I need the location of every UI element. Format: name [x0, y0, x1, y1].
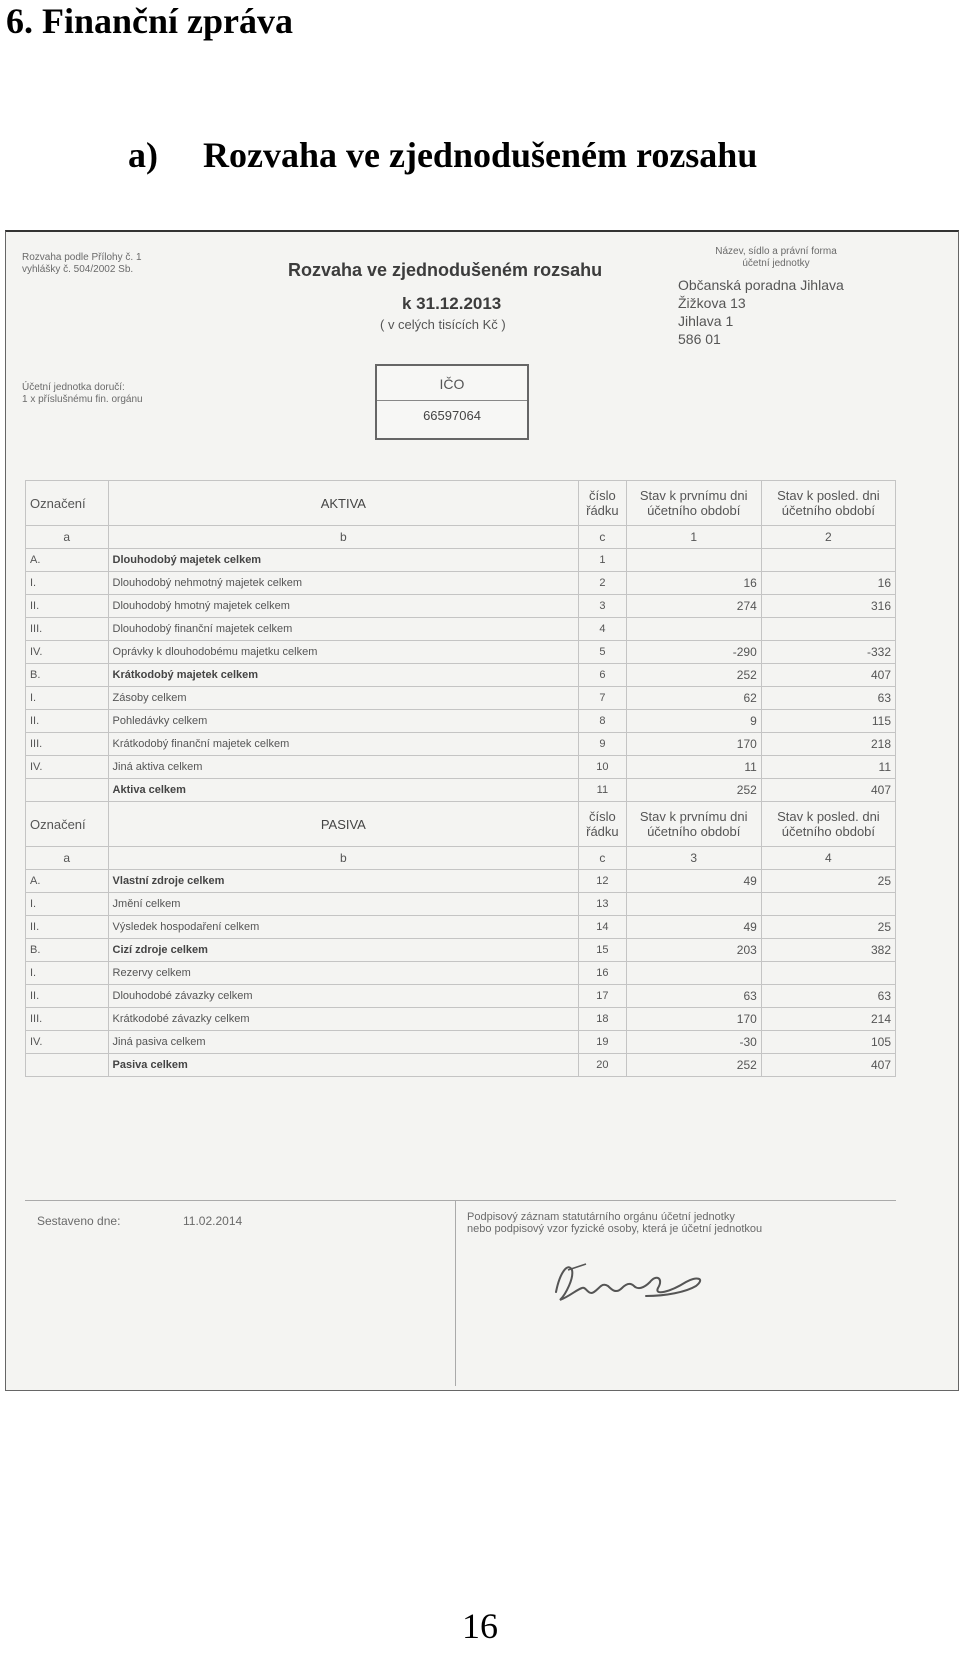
- aktiva-row-value-1: 11: [626, 756, 761, 779]
- page-number: 16: [462, 1606, 498, 1646]
- pasiva-title: PASIVA: [108, 802, 579, 847]
- signature-section: [25, 1200, 896, 1386]
- aktiva-header-row: [26, 481, 896, 526]
- aktiva-table-row: [26, 687, 896, 710]
- aktiva-oznaceni-header: Označení: [26, 481, 109, 526]
- aktiva-row-mark: III.: [26, 618, 109, 641]
- aktiva-row-label: Jiná aktiva celkem: [108, 756, 579, 779]
- pasiva-table-row: [26, 962, 896, 985]
- compiled-date: 11.02.2014: [183, 1214, 243, 1228]
- subsection-title: Rozvaha ve zjednodušeném rozsahu: [203, 135, 758, 175]
- pasiva-row-number: 17: [579, 985, 626, 1008]
- aktiva-row-number: 1: [579, 549, 626, 572]
- pasiva-row-value-2: 25: [761, 916, 895, 939]
- pasiva-row-label: Jmění celkem: [108, 893, 579, 916]
- aktiva-row-label: Dlouhodobý finanční majetek celkem: [108, 618, 579, 641]
- aktiva-row-value-2: [761, 618, 895, 641]
- aktiva-row-label: Dlouhodobý majetek celkem: [108, 549, 579, 572]
- pasiva-row-value-1: 49: [626, 916, 761, 939]
- form-title: Rozvaha ve zjednodušeném rozsahu: [288, 260, 603, 280]
- pasiva-row-number: 15: [579, 939, 626, 962]
- aktiva-table-row: [26, 549, 896, 572]
- pasiva-row-value-2: 407: [761, 1054, 895, 1077]
- pasiva-row-label: Pasiva celkem: [108, 1054, 579, 1077]
- entity-name: Občanská poradna Jihlava: [678, 277, 844, 293]
- aktiva-row-value-1: [626, 549, 761, 572]
- aktiva-row-value-1: 252: [626, 664, 761, 687]
- subsection-heading: [128, 134, 757, 176]
- aktiva-row-mark: II.: [26, 710, 109, 733]
- aktiva-row-value-1: [626, 618, 761, 641]
- entity-caption-line2: účetní jednotky: [742, 258, 810, 269]
- aktiva-row-label: Aktiva celkem: [108, 779, 579, 802]
- pasiva-row-value-1: 203: [626, 939, 761, 962]
- aktiva-row-number: 2: [579, 572, 626, 595]
- aktiva-row-value-1: 170: [626, 733, 761, 756]
- pasiva-row-label: Rezervy celkem: [108, 962, 579, 985]
- aktiva-row-number: 4: [579, 618, 626, 641]
- pasiva-table-row: [26, 1008, 896, 1031]
- pasiva-oznaceni-header: Označení: [26, 802, 109, 847]
- pasiva-col2-header: Stav k posled. dni účetního období: [761, 802, 895, 847]
- compiled-label: Sestaveno dne:: [37, 1214, 121, 1228]
- pasiva-row-value-2: 25: [761, 870, 895, 893]
- pasiva-row-number: 14: [579, 916, 626, 939]
- pasiva-row-number: 16: [579, 962, 626, 985]
- aktiva-table-row: [26, 595, 896, 618]
- ico-label: IČO: [439, 376, 465, 392]
- delivery-note: [22, 382, 143, 406]
- aktiva-row-number: 8: [579, 710, 626, 733]
- subsection-label: a): [128, 135, 158, 175]
- aktiva-row-value-2: 218: [761, 733, 895, 756]
- aktiva-col1-header: Stav k prvnímu dni účetního období: [626, 481, 761, 526]
- entity-caption: [706, 246, 846, 270]
- aktiva-row-number: 7: [579, 687, 626, 710]
- aktiva-row-number: 5: [579, 641, 626, 664]
- legal-ref-line1: Rozvaha podle Přílohy č. 1: [22, 252, 142, 263]
- aktiva-row-value-2: [761, 549, 895, 572]
- aktiva-row-mark: IV.: [26, 641, 109, 664]
- pasiva-row-mark: III.: [26, 1008, 109, 1031]
- aktiva-row-mark: [26, 779, 109, 802]
- aktiva-table-row: [26, 756, 896, 779]
- aktiva-row-number-header: číslo řádku: [579, 481, 626, 526]
- pasiva-sub-c: c: [579, 847, 626, 870]
- aktiva-row-value-2: 63: [761, 687, 895, 710]
- aktiva-row-mark: B.: [26, 664, 109, 687]
- pasiva-header-row: [26, 802, 896, 847]
- pasiva-col1-header: Stav k prvnímu dni účetního období: [626, 802, 761, 847]
- aktiva-row-value-1: -290: [626, 641, 761, 664]
- pasiva-row-value-1: 252: [626, 1054, 761, 1077]
- aktiva-sub-1: 1: [626, 526, 761, 549]
- aktiva-row-value-2: 115: [761, 710, 895, 733]
- pasiva-table-row: [26, 1054, 896, 1077]
- balance-table: [25, 480, 896, 1077]
- pasiva-row-label: Krátkodobé závazky celkem: [108, 1008, 579, 1031]
- pasiva-row-mark: II.: [26, 916, 109, 939]
- aktiva-row-label: Krátkodobý finanční majetek celkem: [108, 733, 579, 756]
- form-date: k 31.12.2013: [402, 294, 502, 313]
- pasiva-row-label: Jiná pasiva celkem: [108, 1031, 579, 1054]
- aktiva-title: AKTIVA: [108, 481, 579, 526]
- aktiva-row-number: 11: [579, 779, 626, 802]
- pasiva-row-value-1: 170: [626, 1008, 761, 1031]
- aktiva-row-number: 10: [579, 756, 626, 779]
- aktiva-row-value-1: 252: [626, 779, 761, 802]
- pasiva-sub-4: 4: [761, 847, 895, 870]
- pasiva-row-label: Vlastní zdroje celkem: [108, 870, 579, 893]
- aktiva-row-label: Zásoby celkem: [108, 687, 579, 710]
- form-unit: ( v celých tisících Kč ): [380, 317, 506, 332]
- entity-zip: 586 01: [678, 331, 721, 347]
- signature-caption: [467, 1211, 762, 1235]
- aktiva-table-row: [26, 641, 896, 664]
- aktiva-row-value-1: 9: [626, 710, 761, 733]
- delivery-line2: 1 x příslušnému fin. orgánu: [22, 394, 143, 405]
- pasiva-row-value-1: [626, 893, 761, 916]
- aktiva-row-mark: III.: [26, 733, 109, 756]
- aktiva-row-value-2: 11: [761, 756, 895, 779]
- pasiva-row-number: 18: [579, 1008, 626, 1031]
- scanned-balance-sheet: [5, 230, 959, 1391]
- pasiva-table-row: [26, 870, 896, 893]
- signature-caption-line2: nebo podpisový vzor fyzické osoby, která je účetní jednotkou: [467, 1223, 763, 1235]
- aktiva-table-row: [26, 572, 896, 595]
- aktiva-row-value-1: 62: [626, 687, 761, 710]
- pasiva-row-value-2: [761, 962, 895, 985]
- entity-city: Jihlava 1: [678, 313, 734, 329]
- pasiva-row-value-1: 63: [626, 985, 761, 1008]
- aktiva-row-number: 6: [579, 664, 626, 687]
- aktiva-row-value-1: 274: [626, 595, 761, 618]
- aktiva-table-row: [26, 664, 896, 687]
- pasiva-table-row: [26, 916, 896, 939]
- aktiva-row-value-2: 16: [761, 572, 895, 595]
- pasiva-row-value-2: 382: [761, 939, 895, 962]
- aktiva-row-label: Dlouhodobý nehmotný majetek celkem: [108, 572, 579, 595]
- aktiva-row-value-2: 316: [761, 595, 895, 618]
- delivery-line1: Účetní jednotka doručí:: [22, 382, 125, 393]
- aktiva-sub-b: b: [108, 526, 579, 549]
- aktiva-row-label: Dlouhodobý hmotný majetek celkem: [108, 595, 579, 618]
- handwritten-signature-icon: [546, 1252, 736, 1322]
- pasiva-row-number: 12: [579, 870, 626, 893]
- ico-box: [375, 364, 529, 440]
- pasiva-row-mark: I.: [26, 893, 109, 916]
- legal-ref-line2: vyhlášky č. 504/2002 Sb.: [22, 264, 134, 275]
- section-heading: 6. Finanční zpráva: [6, 1, 294, 41]
- pasiva-row-label: Výsledek hospodaření celkem: [108, 916, 579, 939]
- entity-street: Žižkova 13: [678, 295, 746, 311]
- pasiva-subheader-row: [26, 847, 896, 870]
- aktiva-subheader-row: [26, 526, 896, 549]
- pasiva-row-number: 20: [579, 1054, 626, 1077]
- pasiva-table-row: [26, 1031, 896, 1054]
- entity-address: [678, 276, 844, 348]
- aktiva-row-mark: I.: [26, 687, 109, 710]
- form-legal-ref: [22, 252, 142, 276]
- aktiva-row-value-2: 407: [761, 664, 895, 687]
- pasiva-row-label: Cizí zdroje celkem: [108, 939, 579, 962]
- aktiva-table-row: [26, 618, 896, 641]
- pasiva-row-value-1: [626, 962, 761, 985]
- pasiva-row-value-2: 105: [761, 1031, 895, 1054]
- pasiva-row-value-2: 63: [761, 985, 895, 1008]
- aktiva-sub-a: a: [26, 526, 109, 549]
- pasiva-table-row: [26, 939, 896, 962]
- aktiva-row-label: Oprávky k dlouhodobému majetku celkem: [108, 641, 579, 664]
- pasiva-sub-3: 3: [626, 847, 761, 870]
- pasiva-row-value-1: 49: [626, 870, 761, 893]
- pasiva-row-number: 13: [579, 893, 626, 916]
- pasiva-sub-b: b: [108, 847, 579, 870]
- aktiva-table-row: [26, 779, 896, 802]
- aktiva-table-row: [26, 733, 896, 756]
- aktiva-row-value-2: -332: [761, 641, 895, 664]
- signature-caption-line1: Podpisový záznam statutárního orgánu účetní jednotky: [467, 1211, 735, 1223]
- aktiva-row-value-1: 16: [626, 572, 761, 595]
- pasiva-row-mark: [26, 1054, 109, 1077]
- pasiva-row-mark: A.: [26, 870, 109, 893]
- aktiva-row-mark: IV.: [26, 756, 109, 779]
- pasiva-row-number: 19: [579, 1031, 626, 1054]
- ico-value: 66597064: [423, 408, 481, 423]
- aktiva-row-label: Krátkodobý majetek celkem: [108, 664, 579, 687]
- aktiva-row-mark: A.: [26, 549, 109, 572]
- pasiva-table-row: [26, 893, 896, 916]
- aktiva-sub-2: 2: [761, 526, 895, 549]
- pasiva-row-mark: II.: [26, 985, 109, 1008]
- pasiva-row-mark: I.: [26, 962, 109, 985]
- aktiva-row-number: 9: [579, 733, 626, 756]
- entity-caption-line1: Název, sídlo a právní forma: [715, 246, 837, 257]
- pasiva-row-value-2: [761, 893, 895, 916]
- pasiva-row-value-2: 214: [761, 1008, 895, 1031]
- aktiva-row-mark: I.: [26, 572, 109, 595]
- aktiva-row-label: Pohledávky celkem: [108, 710, 579, 733]
- aktiva-sub-c: c: [579, 526, 626, 549]
- aktiva-table-row: [26, 710, 896, 733]
- pasiva-sub-a: a: [26, 847, 109, 870]
- aktiva-col2-header: Stav k posled. dni účetního období: [761, 481, 895, 526]
- aktiva-row-mark: II.: [26, 595, 109, 618]
- pasiva-row-mark: IV.: [26, 1031, 109, 1054]
- pasiva-row-mark: B.: [26, 939, 109, 962]
- pasiva-row-value-1: -30: [626, 1031, 761, 1054]
- aktiva-row-value-2: 407: [761, 779, 895, 802]
- pasiva-row-label: Dlouhodobé závazky celkem: [108, 985, 579, 1008]
- pasiva-table-row: [26, 985, 896, 1008]
- pasiva-row-number-header: číslo řádku: [579, 802, 626, 847]
- aktiva-row-number: 3: [579, 595, 626, 618]
